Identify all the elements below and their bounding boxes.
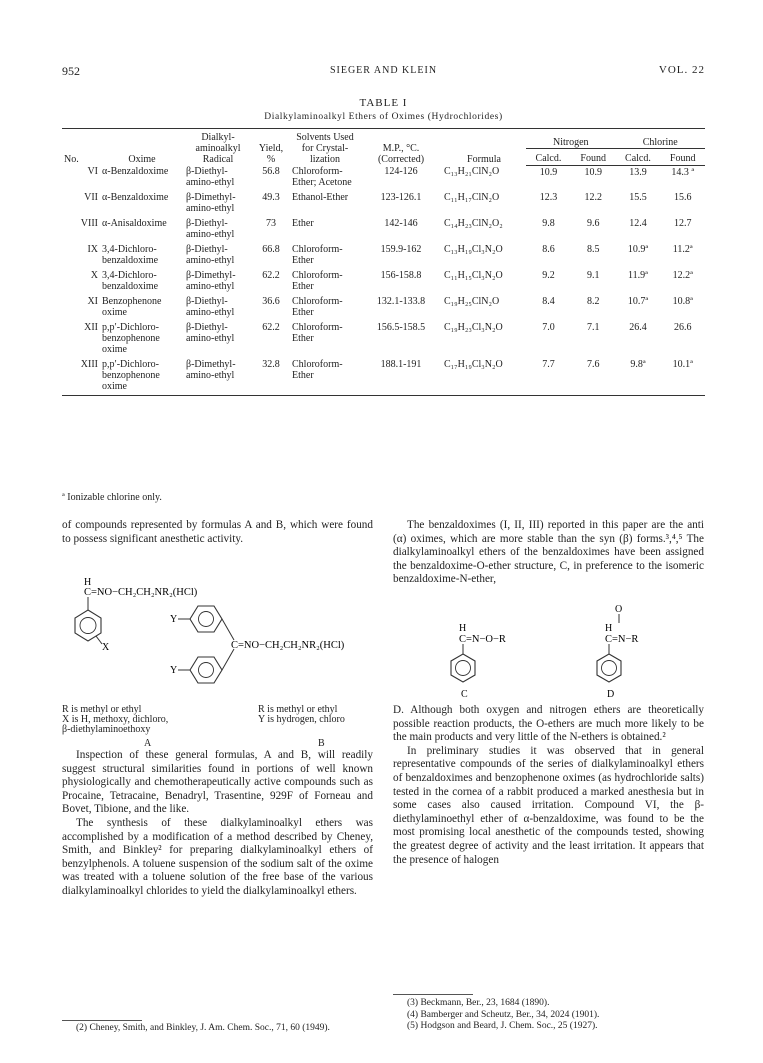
right-paragraph-1: The benzaldoximes (I, II, III) reported in this paper are the anti (α) oximes, which are more stable than the syn (β) forms.³,⁴,⁵ The dialkylaminoalkyl ethers of the benzaldoximes have been assigned the benzaldoxime-O-ether structure, C, in preference to the isomeric benzaldoxime-N-ether,	[393, 519, 704, 586]
row-radical: β-Dimethyl-amino-ethyl	[186, 270, 236, 292]
row-n-found: 7.1	[586, 322, 600, 333]
row-n-found: 9.6	[586, 218, 600, 229]
row-cl-found: 14.3 ª	[671, 166, 695, 178]
row-n-found: 10.9	[584, 166, 602, 178]
label-d: D	[607, 689, 615, 698]
row-radical: β-Diethyl-amino-ethyl	[186, 244, 235, 266]
row-oxime: α-Anisaldoxime	[102, 218, 167, 229]
row-radical: β-Diethyl-amino-ethyl	[186, 322, 235, 344]
benzene-ring-c	[451, 654, 475, 682]
row-solvents: Chloroform-Ether	[292, 244, 343, 266]
left-footnote-rule	[62, 1020, 142, 1021]
row-cl-found: 15.6	[673, 192, 692, 203]
table-row	[62, 321, 705, 358]
row-oxime: α-Benzaldoxime	[102, 192, 169, 203]
row-radical: β-Diethyl-amino-ethyl	[186, 218, 235, 240]
row-cl-found: 26.6	[673, 322, 692, 333]
row-n-found: 8.2	[586, 296, 600, 307]
fig-b-y-top: Y	[170, 614, 178, 625]
row-mp: 124-126	[384, 166, 418, 177]
row-cl-found: 11.2ª	[672, 244, 693, 255]
fig-d-o: O	[615, 604, 623, 615]
table-footnote: ª Ionizable chlorine only.	[62, 492, 162, 503]
page-number: 952	[62, 64, 80, 78]
right-column	[393, 519, 704, 587]
row-formula: C₁₇H₁₉Cl₃N₂O	[442, 358, 526, 396]
row-solvents: Ether	[292, 218, 314, 229]
col-no: No.	[62, 129, 100, 166]
row-number: XII	[84, 322, 98, 333]
left-paragraph-1: of compounds represented by formulas A and B, which were found to possess significant anesthetic activity.	[62, 519, 373, 545]
row-number: XI	[87, 296, 98, 307]
figure-c-d	[393, 598, 704, 698]
row-formula: C₁₃H₂₁ClN₂O	[444, 166, 500, 177]
col-solvents: Solvents Used for Crystal-lization	[290, 129, 360, 166]
row-mp: 156.5-158.5	[376, 322, 426, 333]
row-radical: β-Dimethyl-amino-ethyl	[186, 192, 236, 214]
row-mp: 132.1-133.8	[376, 296, 426, 307]
col-cl-found: Found	[660, 148, 705, 165]
row-mp: 188.1-191	[360, 358, 442, 396]
row-yield: 56.8	[262, 166, 280, 177]
table-row	[62, 217, 705, 243]
ref-3: (3) Beckmann, Ber., 23, 1684 (1890).	[407, 998, 550, 1008]
row-oxime: 3,4-Dichloro-benzaldoxime	[102, 270, 159, 292]
row-oxime: Benzophenone oxime	[102, 296, 162, 318]
row-mp: 159.9-162	[380, 244, 422, 255]
row-n-calcd: 9.8	[542, 218, 555, 229]
row-solvents: Chloroform-Ether	[292, 270, 343, 292]
benzene-ring-d	[597, 654, 621, 682]
row-formula: C₁₄H₂₃ClN₂O₂	[444, 218, 503, 229]
table-caption	[62, 97, 705, 122]
fig-a-h: H	[84, 577, 92, 588]
right-footnote-rule	[393, 994, 473, 995]
benzene-ring-b2	[190, 657, 222, 683]
row-cl-calcd: 13.9	[629, 166, 647, 178]
fig-c-h: H	[459, 623, 467, 634]
ref-2: (2) Cheney, Smith, and Binkley, J. Am. Chem. Soc., 71, 60 (1949).	[76, 1023, 330, 1033]
row-number: XIII	[62, 358, 100, 396]
row-solvents: Chloroform-Ether; Acetone	[292, 166, 352, 188]
row-solvents: Chloroform-Ether	[292, 322, 343, 344]
col-radical: Dialkyl-aminoalkyl Radical	[184, 129, 252, 166]
running-title: SIEGER AND KLEIN	[329, 65, 438, 76]
row-formula: C₁₉H₂₅ClN₂O	[444, 296, 500, 307]
volume-label: VOL. 22	[658, 64, 705, 76]
col-nitrogen: Nitrogen	[526, 129, 615, 149]
col-mp: M.P., °C. (Corrected)	[360, 129, 442, 166]
label-c: C	[461, 689, 468, 698]
fig-b-y-bottom: Y	[170, 665, 178, 676]
label-a: A	[144, 738, 152, 749]
row-cl-found: 12.7	[673, 218, 692, 229]
row-cl-calcd: 9.8ª	[615, 358, 660, 396]
right-references	[393, 998, 704, 1033]
row-n-calcd: 7.7	[526, 358, 571, 396]
row-oxime: p,p′-Dichloro-benzophenone oxime	[100, 358, 184, 396]
row-n-calcd: 8.4	[542, 296, 555, 307]
row-solvents: Chloroform-Ether	[290, 358, 360, 396]
data-table	[62, 128, 705, 396]
figure-a-b	[62, 574, 373, 704]
right-column-body	[393, 704, 704, 867]
left-references	[62, 1023, 373, 1035]
row-cl-found: 12.2ª	[672, 270, 693, 281]
row-number: VIII	[80, 218, 98, 229]
fig-a-x: X	[102, 642, 110, 653]
row-yield: 62.2	[262, 322, 280, 333]
fig-d-h: H	[605, 623, 613, 634]
row-n-calcd: 10.9	[539, 166, 558, 178]
left-column-body	[62, 749, 373, 899]
row-oxime: α-Benzaldoxime	[102, 166, 169, 177]
fig-c-formula: C=N−O−R	[459, 634, 506, 645]
row-n-found: 7.6	[571, 358, 616, 396]
col-oxime: Oxime	[100, 129, 184, 166]
table-title: Dialkylaminoalkyl Ethers of Oximes (Hydrochlorides)	[264, 112, 503, 122]
row-radical: β-Dimethyl-amino-ethyl	[184, 358, 252, 396]
table-row	[62, 165, 705, 191]
row-n-calcd: 7.0	[542, 322, 555, 333]
legend-a-1: R is methyl or ethyl	[62, 704, 142, 715]
row-yield: 62.2	[262, 270, 280, 281]
row-cl-calcd: 12.4	[629, 218, 647, 229]
table-row	[62, 295, 705, 321]
structures-c-d	[393, 598, 704, 698]
row-cl-calcd: 11.9ª	[628, 270, 648, 281]
right-paragraph-3: In preliminary studies it was observed that in general representative compounds of the series of dialkylaminoalkyl ethers of benzaldoximes and benzophenone oximes (as hydrochloride salts) tested in the cornea of a rabbit produced a marked anesthesia but in some cases also caused irritation. Compound VI, the β-diethylaminoethyl ether of α-benzaldoxime, was found to be the most promising local anesthetic of the compounds tested, showing the greatest degree of activity and the least irritation. It appears that the presence of halogen	[393, 744, 704, 866]
table-row	[62, 243, 705, 269]
row-mp: 142-146	[384, 218, 418, 229]
row-oxime: p,p′-Dichloro-benzophenone oxime	[102, 322, 160, 355]
row-n-calcd: 12.3	[539, 192, 558, 203]
row-number: IX	[87, 244, 98, 255]
col-n-found: Found	[571, 148, 616, 165]
row-number: X	[90, 270, 98, 281]
table-row	[62, 191, 705, 217]
col-n-calcd: Calcd.	[526, 148, 571, 165]
legend-a-3: β-diethylaminoethoxy	[62, 724, 151, 735]
row-number: VII	[84, 192, 98, 203]
right-paragraph-2: D. Although both oxygen and nitrogen ethers are theoretically possible reaction products, the O-ethers are much more likely to be the main products and very little of the N-ethers is obtained.²	[393, 704, 704, 744]
structures-a-b	[62, 574, 373, 704]
legend-a-2: X is H, methoxy, dichloro,	[62, 714, 169, 725]
row-number: VI	[87, 166, 98, 177]
left-paragraph-2: Inspection of these general formulas, A and B, will readily suggest structural similarities found in portions of well known physiologically and chemotherapeutically active compounds such as Procaine, Tetracaine, Benadryl, Trasentine, 929F of Forneau and Bovet, Tibione, and the like.	[62, 749, 373, 816]
fig-d-formula: C=N−R	[605, 634, 639, 645]
benzene-ring-b1	[190, 606, 222, 632]
row-n-calcd: 8.6	[542, 244, 555, 255]
left-column	[62, 519, 373, 546]
table-number: TABLE I	[359, 97, 408, 109]
row-formula: C₁₉H₂₃Cl₃N₂O	[444, 322, 503, 333]
row-mp: 123-126.1	[380, 192, 422, 203]
row-mp: 156-158.8	[380, 270, 422, 281]
row-oxime: 3,4-Dichloro-benzaldoxime	[102, 244, 159, 266]
row-solvents: Chloroform-Ether	[292, 296, 343, 318]
row-solvents: Ethanol-Ether	[292, 192, 349, 203]
row-n-found: 8.5	[586, 244, 600, 255]
row-yield: 73	[266, 218, 276, 229]
row-cl-calcd: 26.4	[629, 322, 647, 333]
col-cl-calcd: Calcd.	[615, 148, 660, 165]
row-yield: 66.8	[262, 244, 280, 255]
table-row	[62, 269, 705, 295]
ref-5: (5) Hodgson and Beard, J. Chem. Soc., 25 (1927).	[407, 1021, 598, 1031]
row-yield: 36.6	[262, 296, 280, 307]
row-n-calcd: 9.2	[542, 270, 555, 281]
row-formula: C₁₁H₁₅Cl₃N₂O	[444, 270, 503, 281]
row-cl-calcd: 15.5	[629, 192, 647, 203]
fig-b-formula: C=NO−CH₂CH₂NR₂(HCl)	[231, 640, 345, 651]
figure-legends	[62, 704, 373, 750]
row-cl-found: 10.1ª	[660, 358, 705, 396]
col-formula: Formula	[442, 129, 526, 166]
ref-4: (4) Bamberger and Scheutz, Ber., 34, 2024 (1901).	[407, 1009, 600, 1020]
row-formula: C₁₃H₁₉Cl₃N₂O	[444, 244, 503, 255]
row-n-found: 9.1	[586, 270, 600, 281]
row-yield: 32.8	[252, 358, 290, 396]
row-radical: β-Diethyl-amino-ethyl	[186, 166, 235, 188]
row-n-found: 12.2	[584, 192, 602, 203]
row-radical: β-Diethyl-amino-ethyl	[186, 296, 235, 318]
row-cl-found: 10.8ª	[672, 296, 693, 307]
col-chlorine: Chlorine	[615, 129, 705, 149]
row-cl-calcd: 10.7ª	[627, 296, 649, 307]
legend-b-2: Y is hydrogen, chloro	[258, 714, 345, 725]
row-yield: 49.3	[262, 192, 280, 203]
row-formula: C₁₁H₁₇ClN₂O	[444, 192, 500, 203]
table-row	[62, 358, 705, 396]
left-paragraph-3: The synthesis of these dialkylaminoalkyl ethers was accomplished by a modification of a method described by Cheney, Smith, and Binkley² for preparing dialkylaminoalkyl ethers of benzylphenols. A toluene suspension of the sodium salt of the oxime was treated with a toluene solution of the free base of the various dialkylaminoalkyl chlorides to yield the dialkylaminoalkyl ethers.	[62, 816, 373, 897]
fig-a-formula: C=NO−CH₂CH₂NR₂(HCl)	[84, 587, 198, 598]
label-b: B	[318, 738, 325, 749]
col-yield: Yield, %	[252, 129, 290, 166]
legend-b-1: R is methyl or ethyl	[258, 704, 338, 715]
benzene-ring-a	[75, 610, 101, 641]
row-cl-calcd: 10.9ª	[627, 244, 649, 255]
